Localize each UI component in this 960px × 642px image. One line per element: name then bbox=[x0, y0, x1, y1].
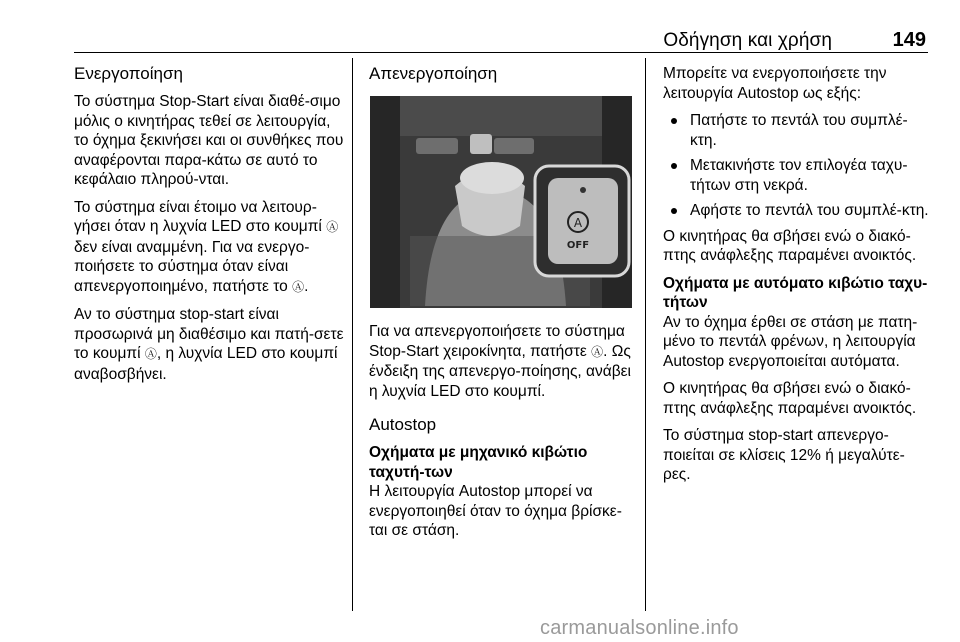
paragraph: Το σύστημα είναι έτοιμο να λειτουρ-γήσει όταν η λυχνία LED στο κουμπί Ⓐ δεν είναι αναμμένη. Για να ενεργο-ποιήσετε το σύστημα όταν είναι απενεργοποιημένο, πατήστε το Ⓐ. bbox=[74, 198, 339, 295]
off-label: OFF bbox=[566, 240, 590, 251]
list-item: Πατήστε το πεντάλ του συμπλέ-κτη. bbox=[663, 111, 931, 150]
page-header-title: Οδήγηση και χρήση bbox=[663, 30, 832, 51]
column-2-text bbox=[369, 322, 635, 549]
subheading-automatic: Οχήματα με αυτόματο κιβώτιο ταχυ-τήτων bbox=[663, 274, 928, 311]
paragraph: Η λειτουργία Autostop μπορεί να ενεργοποιηθεί όταν το όχημα βρίσκε-ται σε στάση. bbox=[369, 483, 622, 539]
stop-start-icon: Ⓐ bbox=[144, 347, 157, 361]
svg-text:A: A bbox=[573, 216, 583, 230]
stop-start-icon: Ⓐ bbox=[591, 344, 604, 359]
paragraph: Αν το σύστημα stop-start είναι προσωρινά μη διαθέσιμο και πατή-σετε το κουμπί Ⓐ, η λυχνία LED στο κουμπί αναβοσβήνει. bbox=[74, 306, 344, 383]
column-3 bbox=[663, 64, 931, 493]
console-illustration bbox=[370, 96, 632, 308]
section-heading-deactivation: Απενεργοποίηση bbox=[369, 64, 498, 83]
stop-start-button-callout bbox=[535, 166, 629, 276]
section-heading-autostop: Autostop bbox=[369, 415, 437, 434]
paragraph: Ο κινητήρας θα σβήσει ενώ ο διακό-πτης ανάφλεξης παραμένει ανοικτός. bbox=[663, 227, 917, 264]
stop-start-icon: Ⓐ bbox=[326, 220, 339, 234]
column-divider-left bbox=[352, 58, 353, 611]
paragraph: Για να απενεργοποιήσετε το σύστημα Stop-Start χειροκίνητα, πατήστε Ⓐ. Ως ένδειξη της απενεργο-ποίησης, ανάβει η λυχνία LED στο κουμπί. bbox=[369, 323, 631, 400]
section-heading-activation: Ενεργοποίηση bbox=[74, 64, 183, 83]
bullet-list bbox=[663, 111, 931, 221]
page-number: 149 bbox=[892, 29, 926, 51]
paragraph: Ο κινητήρας θα σβήσει ενώ ο διακό-πτης ανάφλεξης παραμένει ανοικτός. bbox=[663, 380, 917, 417]
paragraph: Το σύστημα Stop-Start είναι διαθέ-σιμο μόλις ο κινητήρας τεθεί σε λειτουργία, το όχημα ξεκινήσει και οι συνθήκες που αναφέρονται παρα-κάτω σε αυτό το κεφάλαιο πληρού-νται. bbox=[74, 93, 344, 188]
column-2 bbox=[369, 64, 635, 92]
stop-start-icon: Ⓐ bbox=[292, 279, 305, 294]
list-item: Αφήστε το πεντάλ του συμπλέ-κτη. bbox=[663, 201, 931, 221]
paragraph: Μπορείτε να ενεργοποιήσετε την λειτουργία Autostop ως εξής: bbox=[663, 65, 887, 102]
subheading-manual: Οχήματα με μηχανικό κιβώτιο ταχυτή-των bbox=[369, 444, 588, 481]
list-item: Μετακινήστε τον επιλογέα ταχυ-τήτων στη νεκρά. bbox=[663, 156, 931, 195]
header-rule bbox=[74, 52, 928, 53]
paragraph: Το σύστημα stop-start απενεργο-ποιείται σε κλίσεις 12% ή μεγαλύτε-ρες. bbox=[663, 427, 905, 483]
paragraph: Αν το όχημα έρθει σε στάση με πατη-μένο το πεντάλ φρένων, η λειτουργία Autostop ενεργοποιείται αυτόματα. bbox=[663, 313, 918, 370]
column-1 bbox=[74, 64, 344, 392]
column-divider-right bbox=[645, 58, 646, 611]
watermark: carmanualsonline.info bbox=[540, 617, 739, 639]
